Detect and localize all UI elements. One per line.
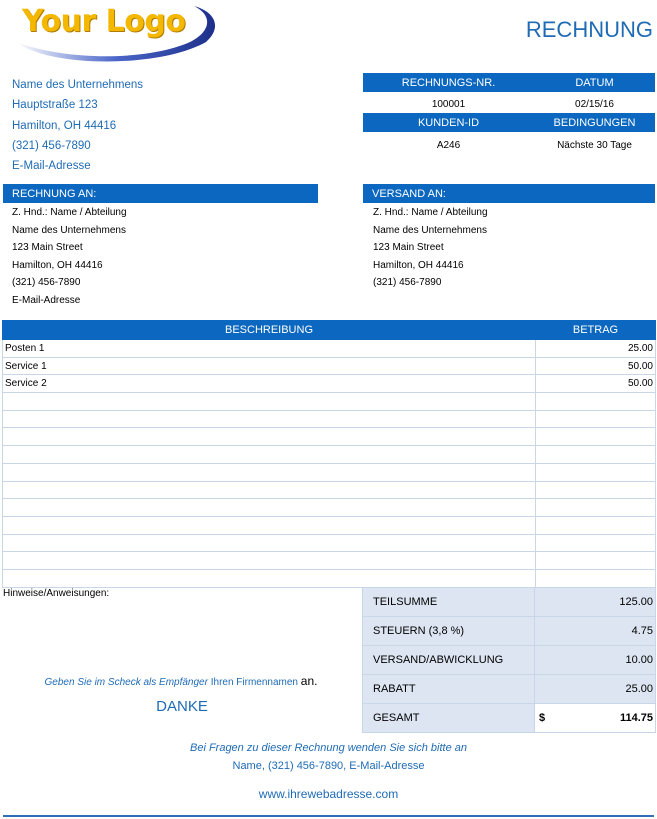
item-row <box>3 552 656 570</box>
item-description <box>3 393 536 411</box>
item-amount <box>536 499 656 517</box>
item-row <box>3 534 656 552</box>
total-row <box>363 704 656 733</box>
bill-to-header: RECHNUNG AN: <box>3 184 318 203</box>
item-amount: 50.00 <box>536 357 656 375</box>
tax-label: STEUERN (3,8 %) <box>363 617 535 646</box>
check-note-part2: Ihren Firmennamen <box>210 677 298 688</box>
company-info <box>12 75 143 176</box>
item-amount <box>536 569 656 587</box>
terms-value: Nächste 30 Tage <box>557 140 632 151</box>
item-description <box>3 446 536 464</box>
invoice-no-header: RECHNUNGS-NR. <box>363 73 534 92</box>
item-description <box>3 481 536 499</box>
footer-contact-line2: Name, (321) 456-7890, E-Mail-Adresse <box>232 760 425 772</box>
ship-to-address <box>373 204 488 292</box>
company-name: Name des Unternehmens <box>12 79 144 91</box>
item-row <box>3 375 656 393</box>
bill-to-line: E-Mail-Adresse <box>12 294 81 306</box>
item-description: Service 1 <box>3 357 536 375</box>
shipping-label: VERSAND/ABWICKLUNG <box>363 646 535 675</box>
item-amount <box>536 534 656 552</box>
item-amount <box>536 463 656 481</box>
item-description <box>3 534 536 552</box>
item-row <box>3 428 656 446</box>
customer-id-header: KUNDEN-ID <box>363 113 534 132</box>
item-amount: 50.00 <box>536 375 656 393</box>
item-description <box>3 552 536 570</box>
bill-to-address <box>12 204 127 310</box>
subtotal-label: TEILSUMME <box>363 588 535 617</box>
ship-to-line: (321) 456-7890 <box>373 277 442 289</box>
item-description <box>3 569 536 587</box>
item-amount <box>536 516 656 534</box>
item-description: Posten 1 <box>3 340 536 358</box>
check-note-part3: an. <box>300 674 318 688</box>
item-row <box>3 446 656 464</box>
item-amount <box>536 446 656 464</box>
bill-to-line: Name des Unternehmens <box>12 224 126 236</box>
discount-value: 25.00 <box>535 675 656 704</box>
ship-to-line: Hamilton, OH 44416 <box>373 259 464 271</box>
item-row <box>3 499 656 517</box>
item-amount <box>536 481 656 499</box>
thanks-text: DANKE <box>156 698 208 715</box>
item-row <box>3 357 656 375</box>
company-phone: (321) 456-7890 <box>12 139 91 152</box>
tax-row <box>363 617 656 646</box>
item-amount: 25.00 <box>536 340 656 358</box>
logo-text: Your Logo <box>22 4 186 39</box>
website-link[interactable]: www.ihrewebadresse.com <box>258 787 399 801</box>
totals-table <box>362 587 656 733</box>
notes-label: Hinweise/Anweisungen: <box>3 588 110 599</box>
tax-value: 4.75 <box>535 617 656 646</box>
invoice-title: RECHNUNG <box>525 17 653 42</box>
item-description: Service 2 <box>3 375 536 393</box>
invoice-no-value: 100001 <box>431 99 466 110</box>
bill-to-line: Hamilton, OH 44416 <box>12 259 103 271</box>
ship-to-line: Z. Hnd.: Name / Abteilung <box>373 207 488 218</box>
item-row <box>3 569 656 587</box>
date-header: DATUM <box>534 73 655 92</box>
shipping-value: 10.00 <box>535 646 656 675</box>
terms-header: BEDINGUNGEN <box>534 113 655 132</box>
item-description <box>3 463 536 481</box>
date-value: 02/15/16 <box>575 99 614 110</box>
discount-label: RABATT <box>363 675 535 704</box>
item-amount <box>536 428 656 446</box>
items-table <box>2 320 656 588</box>
item-amount <box>536 552 656 570</box>
ship-to-line: Name des Unternehmens <box>373 224 487 236</box>
total-value: 114.75 <box>560 704 656 733</box>
subtotal-value: 125.00 <box>535 588 656 617</box>
item-description <box>3 428 536 446</box>
ship-to-line: 123 Main Street <box>373 242 444 254</box>
check-note-part1: Geben Sie im Scheck als Empfänger <box>44 677 208 688</box>
item-amount <box>536 393 656 411</box>
item-row <box>3 410 656 428</box>
company-city: Hamilton, OH 44416 <box>12 119 117 132</box>
ship-to-header: VERSAND AN: <box>363 184 655 203</box>
customer-id-value: A246 <box>436 140 461 151</box>
item-row <box>3 463 656 481</box>
description-column-header: BESCHREIBUNG <box>3 321 536 340</box>
item-description <box>3 499 536 517</box>
check-payable-note <box>0 674 362 688</box>
item-description <box>3 410 536 428</box>
shipping-row <box>363 646 656 675</box>
bill-to-line: (321) 456-7890 <box>12 277 81 289</box>
currency-symbol: $ <box>535 704 561 733</box>
amount-column-header: BETRAG <box>536 321 656 340</box>
item-row <box>3 393 656 411</box>
company-email: E-Mail-Adresse <box>12 160 91 173</box>
items-body <box>3 340 656 588</box>
subtotal-row <box>363 588 656 617</box>
bill-to-line: 123 Main Street <box>12 242 83 254</box>
item-amount <box>536 410 656 428</box>
item-row <box>3 481 656 499</box>
discount-row <box>363 675 656 704</box>
company-street: Hauptstraße 123 <box>12 99 98 112</box>
item-row <box>3 340 656 358</box>
bill-to-line: Z. Hnd.: Name / Abteilung <box>12 207 127 218</box>
footer-contact-line1: Bei Fragen zu dieser Rechnung wenden Sie sich bitte an <box>189 742 467 754</box>
item-description <box>3 516 536 534</box>
item-row <box>3 516 656 534</box>
total-label: GESAMT <box>363 704 535 733</box>
footer-divider <box>3 815 654 817</box>
